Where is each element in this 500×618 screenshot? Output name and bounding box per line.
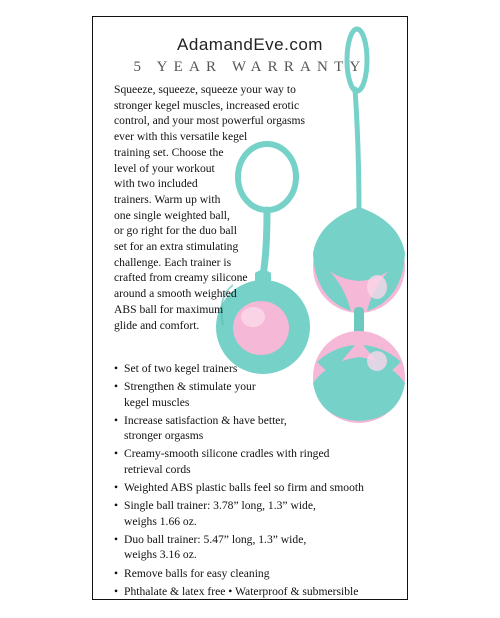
feature-list [114, 361, 404, 602]
description-line: with two included [114, 177, 198, 191]
feature-item [114, 532, 404, 563]
product-card [92, 16, 408, 600]
feature-item [114, 480, 404, 495]
description-line: Squeeze, squeeze, squeeze your way to [114, 83, 296, 96]
description-line: level of your workout [114, 161, 215, 175]
description-line: challenge. Each trainer is [114, 255, 232, 269]
description-line: glide and comfort. [114, 318, 200, 332]
feature-text: stronger orgasms [124, 429, 204, 443]
feature-text: • Phthalate & latex free • Waterproof & submersible [124, 584, 359, 598]
feature-text: • Increase satisfaction & have better, [124, 413, 287, 427]
feature-text: • Set of two kegel trainers [124, 362, 238, 375]
feature-text: • Weighted ABS plastic balls feel so firm and smooth [124, 481, 364, 495]
feature-text: • Strengthen & stimulate your [124, 380, 256, 394]
description-line: or go right for the duo ball [114, 224, 237, 238]
description-line: training set. Choose the [114, 145, 224, 159]
feature-text: • Remove balls for easy cleaning [124, 566, 270, 580]
feature-text: • Duo ball trainer: 5.47” long, 1.3” wide, [124, 532, 307, 546]
feature-text: weighs 3.16 oz. [124, 548, 197, 562]
description-line: one single weighted ball, [114, 208, 230, 222]
description-line: stronger kegel muscles, increased erotic [114, 98, 300, 112]
feature-item [114, 566, 404, 581]
description-line: ever with this versatile kegel [114, 130, 248, 144]
feature-item [114, 413, 404, 444]
feature-text: retrieval cords [124, 462, 191, 476]
feature-item [114, 446, 404, 477]
description-line: control, and your most powerful orgasms [114, 114, 306, 128]
brand-url: AdamandEve.com [177, 35, 323, 54]
feature-text: weighs 1.66 oz. [124, 514, 197, 528]
feature-text: • Single ball trainer: 3.78” long, 1.3” wide, [124, 499, 316, 513]
warranty-heading: 5 YEAR WARRANTY [133, 59, 367, 75]
product-description [114, 82, 344, 333]
feature-text: kegel muscles [124, 395, 190, 409]
feature-item [114, 498, 404, 529]
description-line: trainers. Warm up with [114, 192, 221, 206]
description-line: ABS ball for maximum [114, 302, 224, 316]
description-line: around a smooth weighted [114, 287, 237, 301]
feature-item [114, 361, 404, 376]
description-line: set for an extra stimulating [114, 240, 239, 254]
feature-text: • Creamy-smooth silicone cradles with ringed [124, 447, 330, 461]
feature-item [114, 379, 404, 410]
feature-item [114, 584, 404, 599]
description-line: crafted from creamy silicone [114, 271, 248, 285]
